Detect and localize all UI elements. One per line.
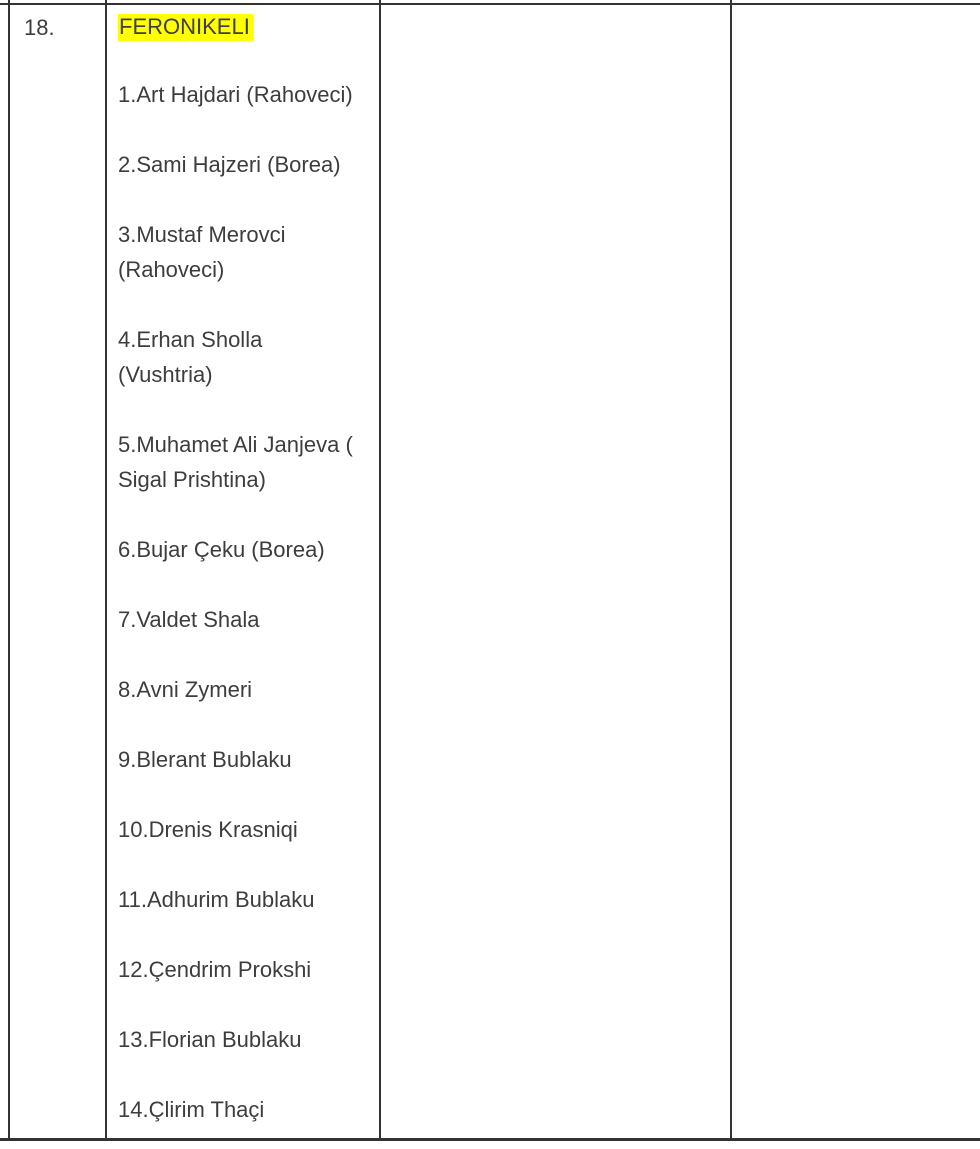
player-line: 13.Florian Bublaku [118,1027,302,1052]
player-item [118,885,371,920]
player-line: Sigal Prishtina) [118,467,266,492]
team-name-row [118,14,371,49]
player-list [118,80,371,1130]
player-line: 2.Sami Hajzeri (Borea) [118,152,341,177]
empty-cell-2 [732,5,980,1138]
player-line: 4.Erhan Sholla [118,327,263,352]
row-number: 18. [24,15,55,40]
player-line: 10.Drenis Krasniqi [118,817,298,842]
player-item [118,1025,371,1060]
player-line: 11.Adhurim Bublaku [118,887,315,912]
player-item [118,745,371,780]
player-item [118,605,371,640]
player-line: 9.Blerant Bublaku [118,747,292,772]
player-item [118,675,371,710]
player-line: 3.Mustaf Merovci [118,222,286,247]
player-item [118,220,371,290]
player-line: (Vushtria) [118,362,213,387]
player-item [118,1095,371,1130]
row-number-cell [10,5,105,1138]
table-row-bottom-border [0,1138,980,1141]
player-item [118,80,371,115]
player-line: 5.Muhamet Ali Janjeva ( [118,432,353,457]
player-item [118,535,371,570]
team-cell [107,5,379,1138]
player-item [118,325,371,395]
player-item [118,815,371,850]
player-line: 8.Avni Zymeri [118,677,253,702]
player-item [118,430,371,500]
player-item [118,955,371,990]
empty-cell-1 [381,5,730,1138]
player-line: 12.Çendrim Prokshi [118,957,312,982]
team-name-highlight: FERONIKELI [118,14,253,41]
player-line: 6.Bujar Çeku (Borea) [118,537,325,562]
player-item [118,150,371,185]
player-line: 1.Art Hajdari (Rahoveci) [118,82,353,107]
player-line: 7.Valdet Shala [118,607,260,632]
player-line: 14.Çlirim Thaçi [118,1097,265,1122]
player-line: (Rahoveci) [118,257,225,282]
